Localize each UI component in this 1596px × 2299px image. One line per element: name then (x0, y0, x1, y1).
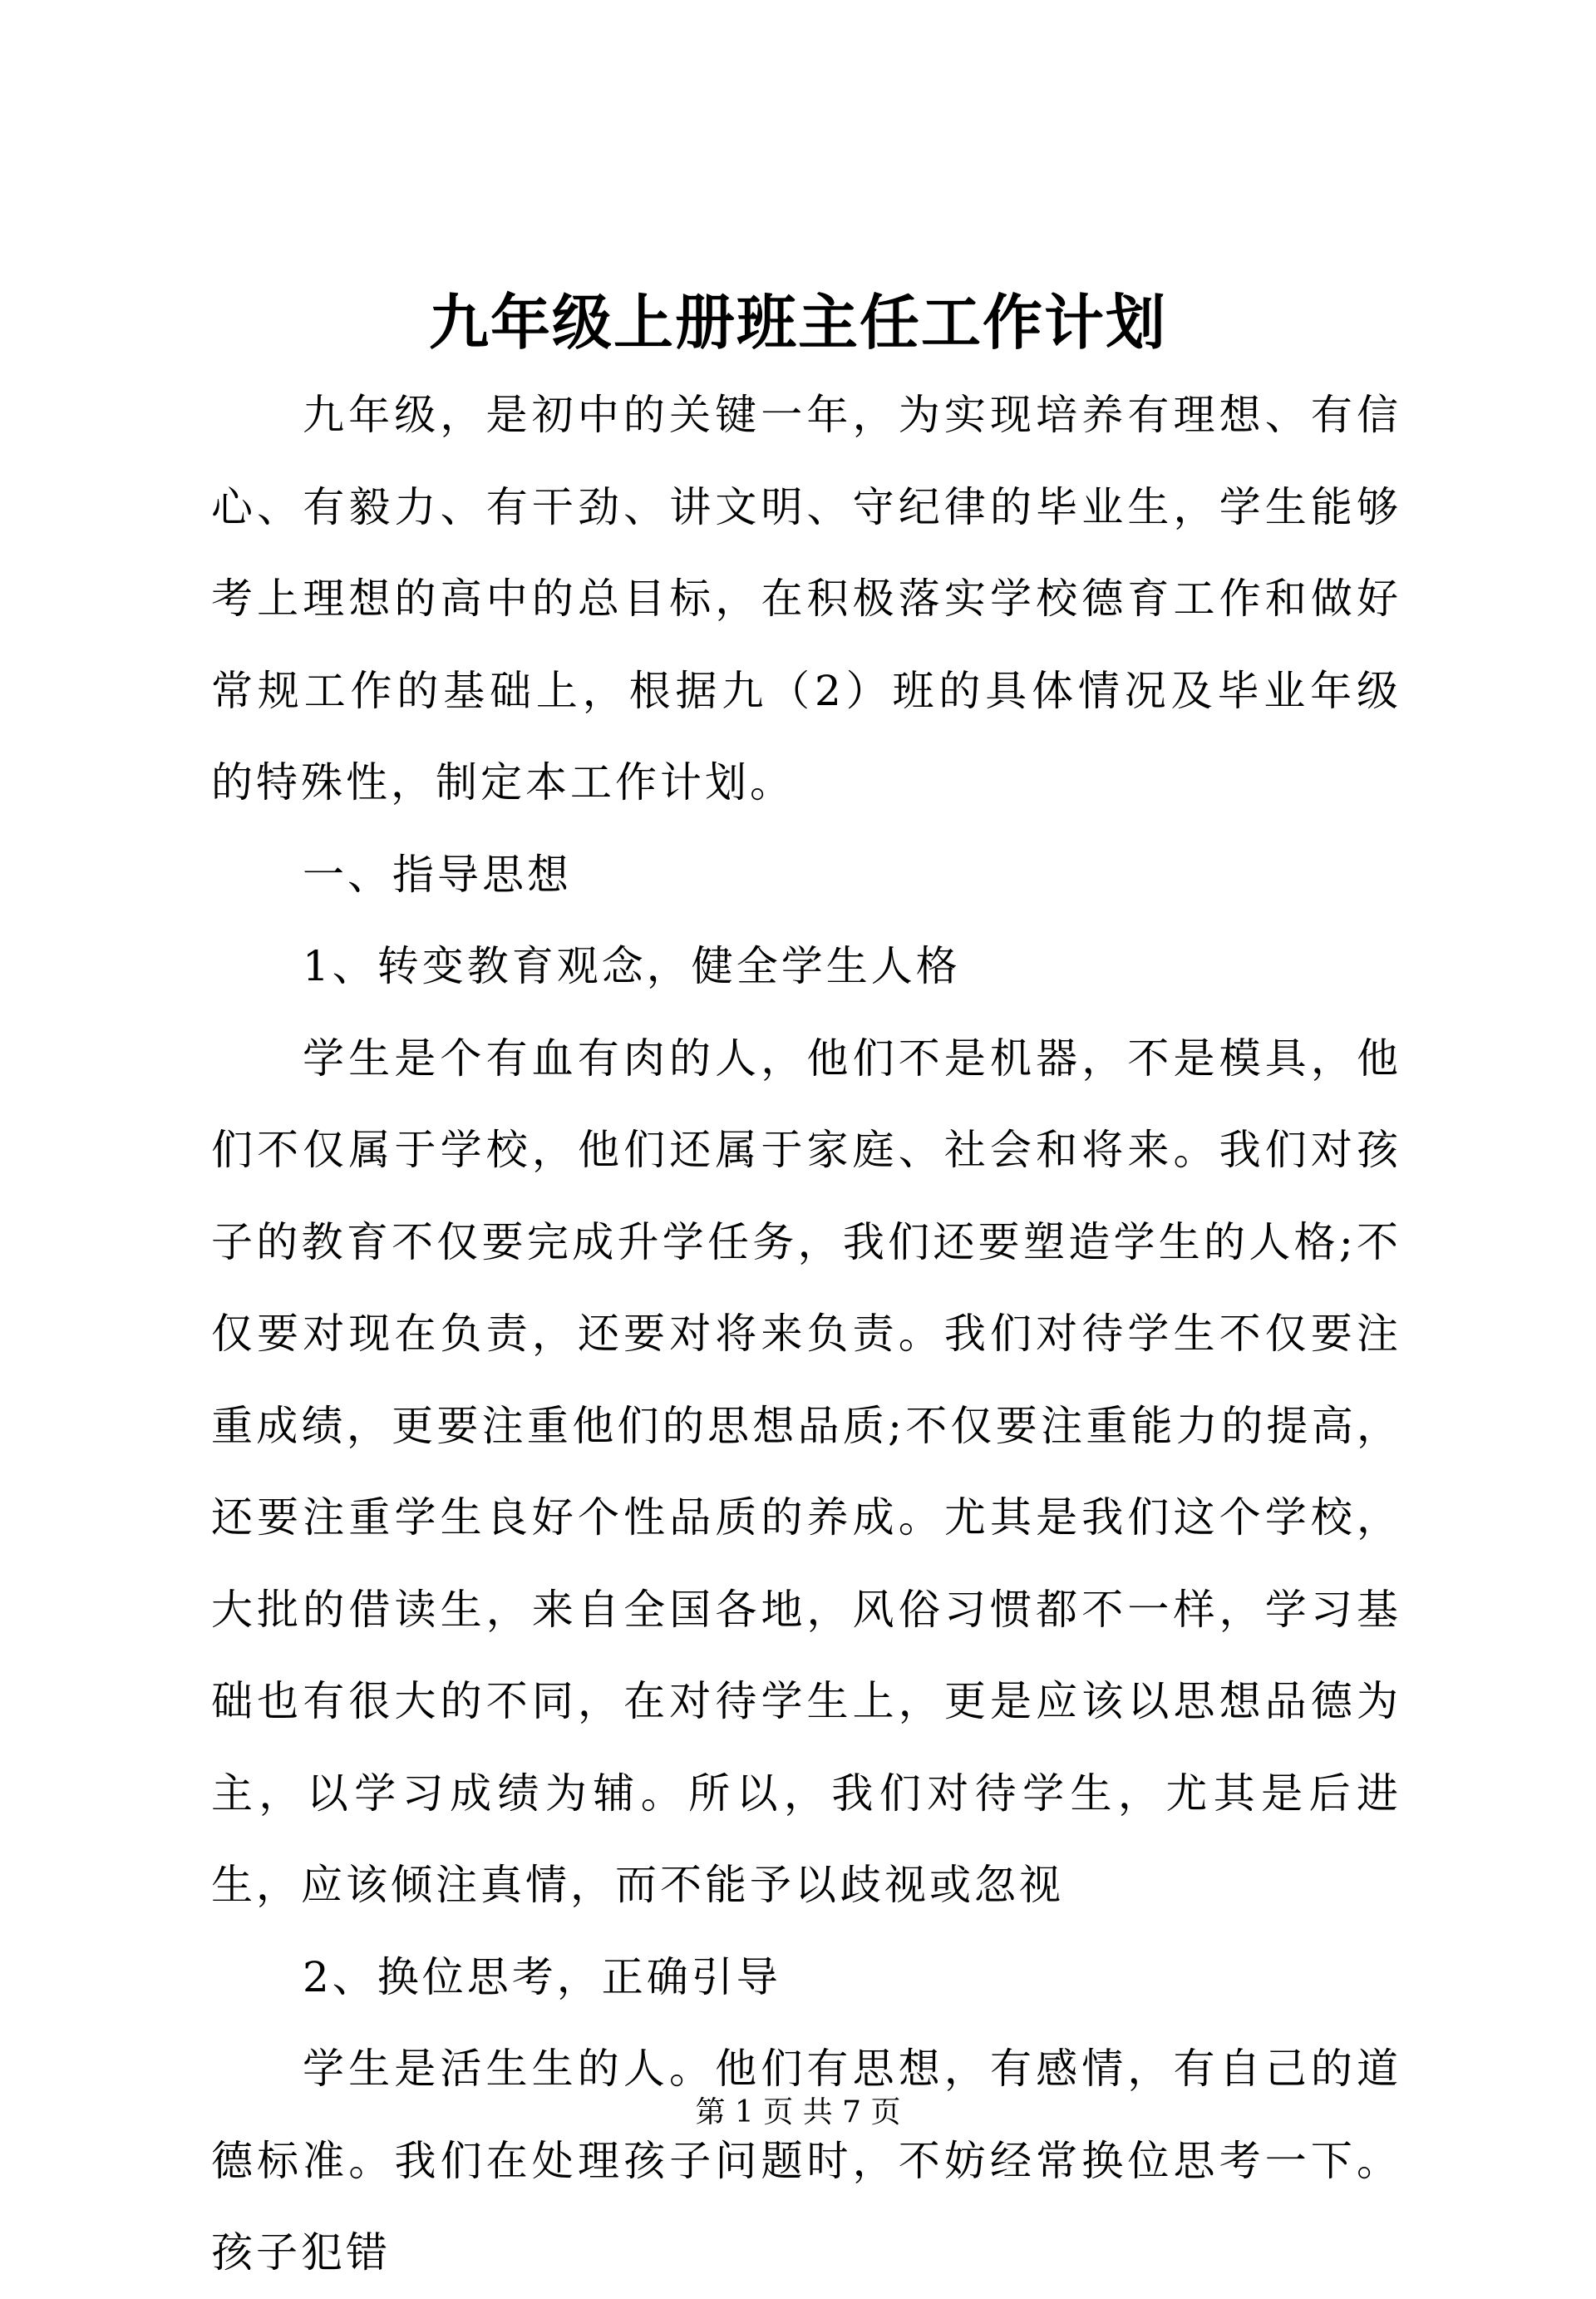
subheading-1: 1、转变教育观念，健全学生人格 (303, 942, 961, 990)
page-footer: 第 1 页 共 7 页 (695, 2095, 901, 2129)
section-heading-guiding-thought: 一、指导思想 (303, 850, 572, 899)
subheading-2: 2、换位思考，正确引导 (303, 1952, 781, 2001)
document-body (211, 369, 1401, 2299)
intro-paragraph: 九年级，是初中的关键一年，为实现培养有理想、有信心、有毅力、有干劲、讲文明、守纪律的毕业生，学生能够考上理想的高中的总目标，在积极落实学校德育工作和做好常规工作的基础上，根据九（2）班的具体情况及毕业年级的特殊性，制定本工作计划。 (211, 391, 1401, 807)
paragraph-1-body: 学生是个有血有肉的人，他们不是机器，不是模具，他们不仅属于学校，他们还属于家庭、社会和将来。我们对孩子的教育不仅要完成升学任务，我们还要塑造学生的人格;不仅要对现在负责，还要对将来负责。我们对待学生不仅要注重成绩，更要注重他们的思想品质;不仅要注重能力的提高，还要注重学生良好个性品质的养成。尤其是我们这个学校，大批的借读生，来自全国各地，风俗习惯都不一样，学习基础也有很大的不同，在对待学生上，更是应该以思想品德为主，以学习成绩为辅。所以，我们对待学生，尤其是后进生，应该倾注真情，而不能予以歧视或忽视 (211, 1034, 1401, 1909)
paragraph-2-body: 学生是活生生的人。他们有思想，有感情，有自己的道德标准。我们在处理孩子问题时，不妨经常换位思考一下。孩子犯错 (211, 2045, 1401, 2277)
document-title: 九年级上册班主任工作计划 (428, 287, 1167, 358)
